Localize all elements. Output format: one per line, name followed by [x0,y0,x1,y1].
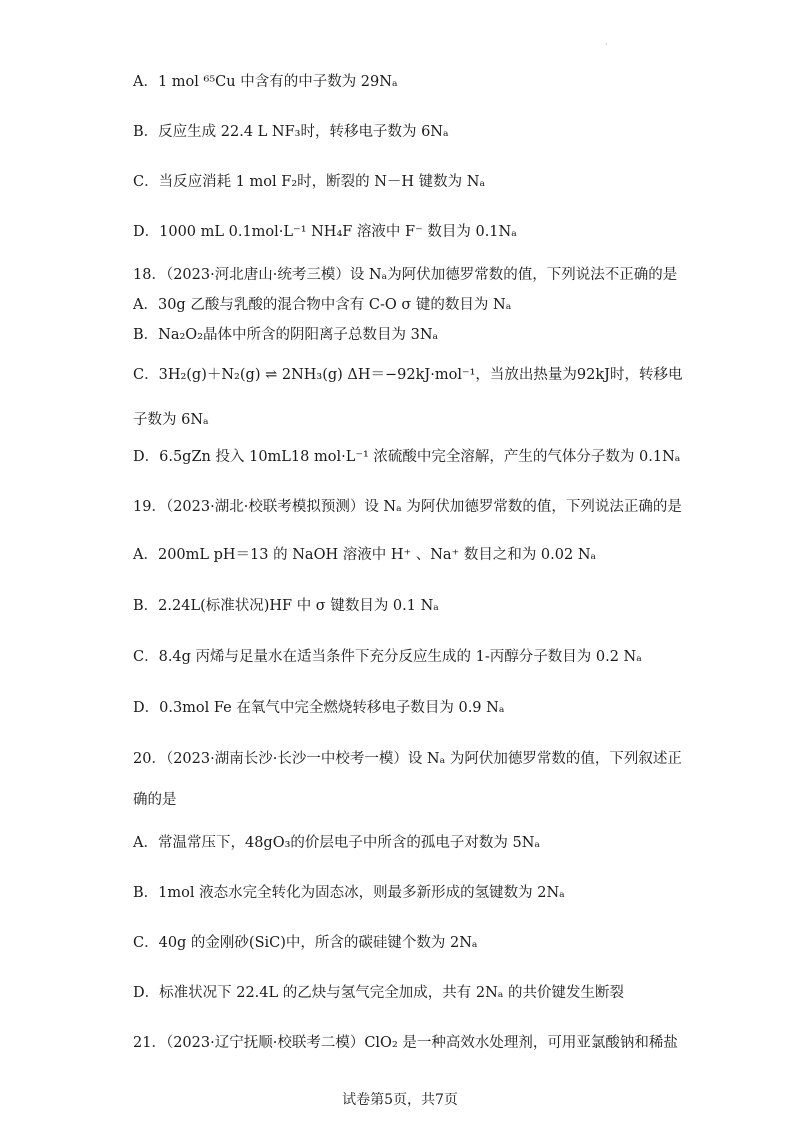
question-20-stem: 20．（2023·湖南长沙·长沙一中校考一模）设 Nₐ 为阿伏加德罗常数的值，下列叙述正 [133,751,682,767]
option-line: A．200mL pH＝13 的 NaOH 溶液中 H⁺ 、Na⁺ 数目之和为 0.02 Nₐ [133,547,597,563]
option-line: B．1mol 液态水完全转化为固态冰，则最多新形成的氢键数为 2Nₐ [133,885,565,901]
option-line: D．1000 mL 0.1mol·L⁻¹ NH₄F 溶液中 F⁻ 数目为 0.1Nₐ [133,224,517,240]
option-line: A．1 mol ⁶⁵Cu 中含有的中子数为 29Nₐ [133,74,398,90]
option-line: B．2.24L(标准状况)HF 中 σ 键数目为 0.1 Nₐ [133,598,439,614]
option-line: C．40g 的金刚砂(SiC)中，所含的碳硅键个数为 2Nₐ [133,935,478,951]
option-line: C．8.4g 丙烯与足量水在适当条件下充分反应生成的 1-丙醇分子数目为 0.2 Nₐ [133,649,642,665]
option-line: B．Na₂O₂晶体中所含的阴阳离子总数目为 3Nₐ [133,327,439,343]
question-18-stem: 18．（2023·河北唐山·统考三模）设 Nₐ为阿伏加德罗常数的值，下列说法不正确的是 [133,267,678,283]
page-footer: 试卷第5页，共7页 [342,1092,458,1108]
option-line: D．0.3mol Fe 在氧气中完全燃烧转移电子数目为 0.9 Nₐ [133,700,505,716]
option-line-cont: 子数为 6Nₐ [133,412,209,428]
option-line: A．30g 乙酸与乳酸的混合物中含有 C-O σ 键的数目为 Nₐ [133,297,512,313]
option-line: D．6.5gZn 投入 10mL18 mol·L⁻¹ 浓硫酸中完全溶解，产生的气体分子数为 0.1Nₐ [133,449,681,465]
option-line: B．反应生成 22.4 L NF₃时，转移电子数为 6Nₐ [133,124,449,140]
corner-mark: · [605,40,608,49]
option-line: A．常温常压下，48gO₃的价层电子中所含的孤电子对数为 5Nₐ [133,835,541,851]
option-line: D．标准状况下 22.4L 的乙炔与氢气完全加成，共有 2Nₐ 的共价键发生断裂 [133,985,624,1001]
option-line: C．当反应消耗 1 mol F₂时，断裂的 N－H 键数为 Nₐ [133,174,486,190]
question-19-stem: 19．（2023·湖北·校联考模拟预测）设 Nₐ 为阿伏加德罗常数的值，下列说法正确的是 [133,499,682,515]
question-21-stem: 21．（2023·辽宁抚顺·校联考二模）ClO₂ 是一种高效水处理剂，可用亚氯酸钠和稀盐 [133,1035,678,1051]
option-line: C．3H₂(g)＋N₂(g) ⇌ 2NH₃(g) ΔH＝−92kJ·mol⁻¹，当放出热量为92kJ时，转移电 [133,367,683,383]
question-20-stem-cont: 确的是 [133,792,177,808]
